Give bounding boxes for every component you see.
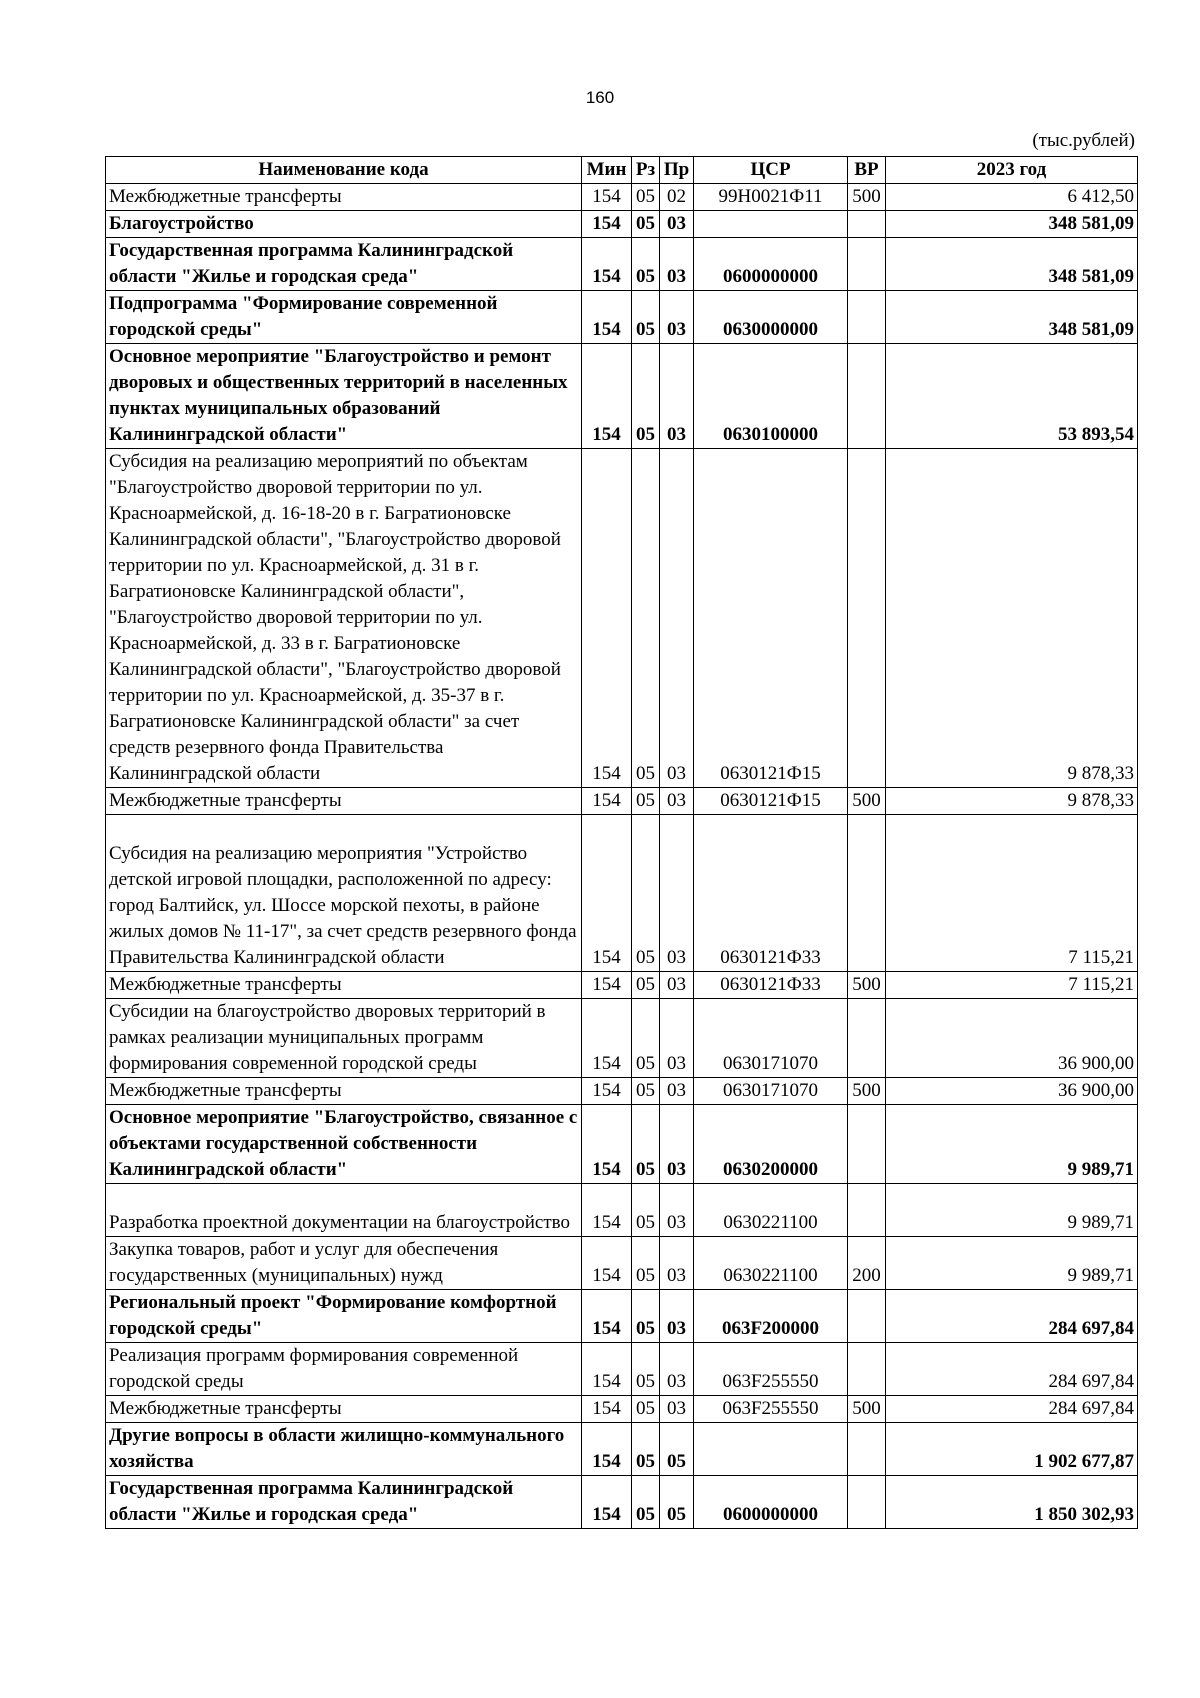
cell-amount: 1 850 302,93 xyxy=(886,1476,1138,1529)
cell-min: 154 xyxy=(582,788,632,815)
table-row xyxy=(106,1290,1138,1343)
header-pr: Пр xyxy=(660,157,694,184)
cell-vr xyxy=(848,999,886,1078)
table-row xyxy=(106,1423,1138,1476)
table-row xyxy=(106,788,1138,815)
cell-csr: 0630200000 xyxy=(694,1105,848,1184)
cell-pr: 03 xyxy=(660,1184,694,1237)
cell-vr xyxy=(848,238,886,291)
cell-min: 154 xyxy=(582,449,632,788)
cell-min: 154 xyxy=(582,1343,632,1396)
cell-vr xyxy=(848,291,886,344)
cell-name: Другие вопросы в области жилищно-коммунального хозяйства xyxy=(106,1423,582,1476)
cell-name: Благоустройство xyxy=(106,211,582,238)
cell-name: Субсидии на благоустройство дворовых территорий в рамках реализации муниципальных программ формирования современной городской среды xyxy=(106,999,582,1078)
cell-amount: 36 900,00 xyxy=(886,999,1138,1078)
cell-name: Основное мероприятие "Благоустройство и ремонт дворовых и общественных территорий в населенных пунктах муниципальных образований Калининградской области" xyxy=(106,344,582,449)
table-row xyxy=(106,449,1138,788)
cell-rz: 05 xyxy=(632,238,660,291)
cell-rz: 05 xyxy=(632,1237,660,1290)
cell-pr: 03 xyxy=(660,1343,694,1396)
cell-rz: 05 xyxy=(632,788,660,815)
header-name: Наименование кода xyxy=(106,157,582,184)
cell-name: Закупка товаров, работ и услуг для обеспечения государственных (муниципальных) нужд xyxy=(106,1237,582,1290)
cell-amount: 6 412,50 xyxy=(886,184,1138,211)
cell-rz: 05 xyxy=(632,1290,660,1343)
table-row xyxy=(106,1184,1138,1237)
cell-pr: 03 xyxy=(660,1237,694,1290)
cell-name: Межбюджетные трансферты xyxy=(106,972,582,999)
cell-rz: 05 xyxy=(632,449,660,788)
cell-csr: 99Н0021Ф11 xyxy=(694,184,848,211)
table-row xyxy=(106,1476,1138,1529)
cell-rz: 05 xyxy=(632,291,660,344)
cell-csr: 0630121Ф15 xyxy=(694,449,848,788)
cell-amount: 9 989,71 xyxy=(886,1184,1138,1237)
cell-pr: 03 xyxy=(660,788,694,815)
cell-amount: 1 902 677,87 xyxy=(886,1423,1138,1476)
cell-csr: 0630100000 xyxy=(694,344,848,449)
cell-csr: 063F255550 xyxy=(694,1396,848,1423)
cell-min: 154 xyxy=(582,1476,632,1529)
cell-amount: 284 697,84 xyxy=(886,1396,1138,1423)
cell-pr: 03 xyxy=(660,238,694,291)
cell-min: 154 xyxy=(582,344,632,449)
cell-vr xyxy=(848,344,886,449)
cell-csr: 0630221100 xyxy=(694,1237,848,1290)
cell-rz: 05 xyxy=(632,815,660,972)
cell-min: 154 xyxy=(582,238,632,291)
cell-csr: 0630121Ф33 xyxy=(694,815,848,972)
cell-min: 154 xyxy=(582,1184,632,1237)
cell-amount: 7 115,21 xyxy=(886,972,1138,999)
table-row xyxy=(106,815,1138,972)
cell-vr xyxy=(848,1184,886,1237)
cell-pr: 03 xyxy=(660,1105,694,1184)
cell-name: Государственная программа Калининградской области "Жилье и городская среда" xyxy=(106,238,582,291)
cell-vr: 200 xyxy=(848,1237,886,1290)
cell-amount: 9 878,33 xyxy=(886,788,1138,815)
cell-amount: 348 581,09 xyxy=(886,291,1138,344)
cell-vr: 500 xyxy=(848,788,886,815)
header-rz: Рз xyxy=(632,157,660,184)
cell-pr: 05 xyxy=(660,1476,694,1529)
cell-rz: 05 xyxy=(632,1078,660,1105)
cell-name: Государственная программа Калининградской области "Жилье и городская среда" xyxy=(106,1476,582,1529)
cell-csr: 063F255550 xyxy=(694,1343,848,1396)
cell-min: 154 xyxy=(582,972,632,999)
cell-name: Реализация программ формирования современной городской среды xyxy=(106,1343,582,1396)
cell-csr xyxy=(694,211,848,238)
cell-vr xyxy=(848,1343,886,1396)
cell-name: Подпрограмма "Формирование современной городской среды" xyxy=(106,291,582,344)
cell-amount: 9 989,71 xyxy=(886,1237,1138,1290)
cell-name: Межбюджетные трансферты xyxy=(106,184,582,211)
cell-min: 154 xyxy=(582,184,632,211)
cell-pr: 03 xyxy=(660,344,694,449)
page-number: 160 xyxy=(585,88,615,107)
cell-vr xyxy=(848,1476,886,1529)
header-amount: 2023 год xyxy=(886,157,1138,184)
cell-name: Межбюджетные трансферты xyxy=(106,788,582,815)
cell-pr: 03 xyxy=(660,1396,694,1423)
cell-min: 154 xyxy=(582,1423,632,1476)
cell-min: 154 xyxy=(582,1237,632,1290)
cell-rz: 05 xyxy=(632,211,660,238)
cell-pr: 03 xyxy=(660,1290,694,1343)
cell-name: Межбюджетные трансферты xyxy=(106,1078,582,1105)
cell-vr xyxy=(848,1105,886,1184)
cell-pr: 03 xyxy=(660,449,694,788)
cell-csr: 0630221100 xyxy=(694,1184,848,1237)
cell-name: Разработка проектной документации на благоустройство xyxy=(106,1184,582,1237)
table-row xyxy=(106,999,1138,1078)
cell-rz: 05 xyxy=(632,972,660,999)
cell-rz: 05 xyxy=(632,1476,660,1529)
table-row xyxy=(106,344,1138,449)
budget-table xyxy=(105,156,1138,1529)
cell-pr: 03 xyxy=(660,972,694,999)
cell-rz: 05 xyxy=(632,999,660,1078)
table-row xyxy=(106,184,1138,211)
cell-csr: 0630171070 xyxy=(694,999,848,1078)
table-body xyxy=(106,184,1138,1529)
cell-amount: 348 581,09 xyxy=(886,238,1138,291)
cell-name: Региональный проект "Формирование комфортной городской среды" xyxy=(106,1290,582,1343)
cell-csr: 0600000000 xyxy=(694,238,848,291)
cell-name: Субсидия на реализацию мероприятия "Устройство детской игровой площадки, расположенной по адресу: город Балтийск, ул. Шоссе морской пехоты, в районе жилых домов № 11-17", за счет средств резервного фонда Правительства Калининградской области xyxy=(106,815,582,972)
cell-vr xyxy=(848,815,886,972)
cell-amount: 53 893,54 xyxy=(886,344,1138,449)
cell-amount: 9 989,71 xyxy=(886,1105,1138,1184)
cell-rz: 05 xyxy=(632,344,660,449)
cell-vr xyxy=(848,1423,886,1476)
cell-name: Основное мероприятие "Благоустройство, связанное с объектами государственной собственности Калининградской области" xyxy=(106,1105,582,1184)
table-row xyxy=(106,211,1138,238)
cell-pr: 03 xyxy=(660,291,694,344)
cell-min: 154 xyxy=(582,1105,632,1184)
cell-pr: 03 xyxy=(660,211,694,238)
table-row xyxy=(106,972,1138,999)
cell-pr: 03 xyxy=(660,999,694,1078)
cell-amount: 7 115,21 xyxy=(886,815,1138,972)
header-csr: ЦСР xyxy=(694,157,848,184)
cell-amount: 9 878,33 xyxy=(886,449,1138,788)
cell-vr: 500 xyxy=(848,972,886,999)
cell-pr: 02 xyxy=(660,184,694,211)
cell-amount: 36 900,00 xyxy=(886,1078,1138,1105)
cell-amount: 284 697,84 xyxy=(886,1343,1138,1396)
cell-min: 154 xyxy=(582,291,632,344)
cell-rz: 05 xyxy=(632,184,660,211)
header-min: Мин xyxy=(582,157,632,184)
cell-csr: 0630121Ф33 xyxy=(694,972,848,999)
cell-rz: 05 xyxy=(632,1105,660,1184)
table-row xyxy=(106,1343,1138,1396)
cell-vr: 500 xyxy=(848,1078,886,1105)
cell-min: 154 xyxy=(582,999,632,1078)
cell-min: 154 xyxy=(582,1396,632,1423)
cell-min: 154 xyxy=(582,815,632,972)
cell-name: Межбюджетные трансферты xyxy=(106,1396,582,1423)
table-header-row xyxy=(106,157,1138,184)
table-row xyxy=(106,1237,1138,1290)
cell-pr: 05 xyxy=(660,1423,694,1476)
table-row xyxy=(106,1396,1138,1423)
header-vr: ВР xyxy=(848,157,886,184)
cell-amount: 348 581,09 xyxy=(886,211,1138,238)
cell-csr: 0600000000 xyxy=(694,1476,848,1529)
cell-min: 154 xyxy=(582,1290,632,1343)
cell-vr xyxy=(848,1290,886,1343)
cell-min: 154 xyxy=(582,211,632,238)
cell-rz: 05 xyxy=(632,1423,660,1476)
cell-pr: 03 xyxy=(660,815,694,972)
cell-csr: 0630171070 xyxy=(694,1078,848,1105)
cell-pr: 03 xyxy=(660,1078,694,1105)
cell-rz: 05 xyxy=(632,1396,660,1423)
table-row xyxy=(106,1105,1138,1184)
cell-min: 154 xyxy=(582,1078,632,1105)
cell-vr: 500 xyxy=(848,184,886,211)
cell-csr xyxy=(694,1423,848,1476)
cell-vr: 500 xyxy=(848,1396,886,1423)
table-row xyxy=(106,238,1138,291)
cell-csr: 0630000000 xyxy=(694,291,848,344)
cell-rz: 05 xyxy=(632,1184,660,1237)
table-row xyxy=(106,1078,1138,1105)
cell-vr xyxy=(848,449,886,788)
cell-csr: 063F200000 xyxy=(694,1290,848,1343)
cell-vr xyxy=(848,211,886,238)
cell-csr: 0630121Ф15 xyxy=(694,788,848,815)
cell-name: Субсидия на реализацию мероприятий по объектам "Благоустройство дворовой территории по ул. Красноармейской, д. 16-18-20 в г. Багратионовске Калининградской области", "Благоустройство дворовой территории по ул. Красноармейской, д. 31 в г. Багратионовске Калининградской области", "Благоустройство дворовой территории по ул. Красноармейской, д. 33 в г. Багратионовске Калининградской области", "Благоустройство дворовой территории по ул. Красноармейской, д. 35-37 в г. Багратионовске Калининградской области" за счет средств резервного фонда Правительства Калининградской области xyxy=(106,449,582,788)
cell-amount: 284 697,84 xyxy=(886,1290,1138,1343)
cell-rz: 05 xyxy=(632,1343,660,1396)
table-row xyxy=(106,291,1138,344)
units-label: (тыс.рублей) xyxy=(1032,130,1135,151)
